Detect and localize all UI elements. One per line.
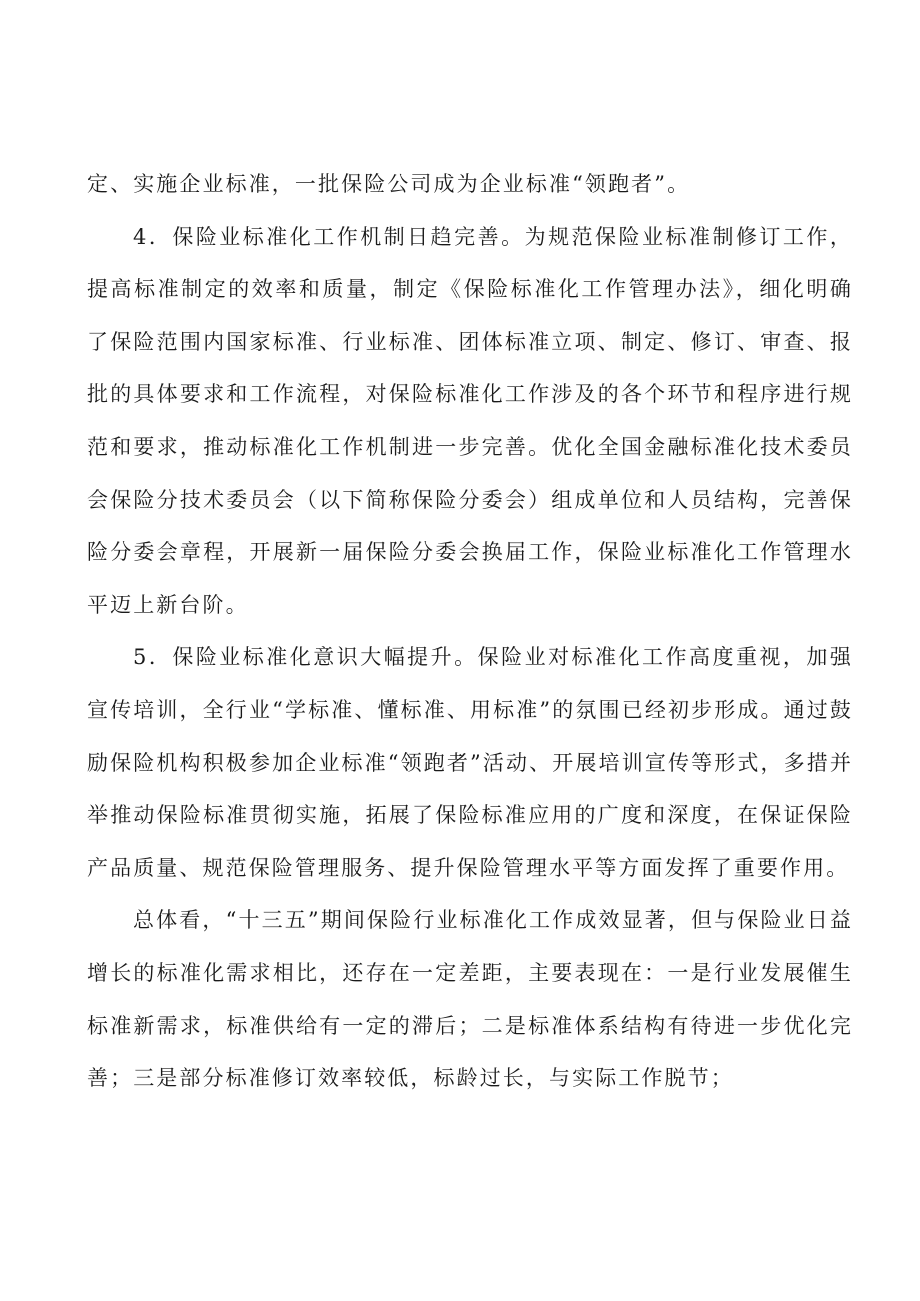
paragraph-summary: 总体看，“十三五”期间保险行业标准化工作成效显著，但与保险业日益增长的标准化需求相比，还存在一定差距，主要表现在：一是行业发展催生标准新需求，标准供给有一定的滞后；二是标准体系结构有待进一步优化完善；三是部分标准修订效率较低，标龄过长，与实际工作脱节；: [87, 908, 853, 1091]
document-body: [87, 158, 853, 1105]
paragraph-item-4: 4．保险业标准化工作机制日趋完善。为规范保险业标准制修订工作，提高标准制定的效率和质量，制定《保险标准化工作管理办法》，细化明确了保险范围内国家标准、行业标准、团体标准立项、制定、修订、审查、报批的具体要求和工作流程，对保险标准化工作涉及的各个环节和程序进行规范和要求，推动标准化工作机制进一步完善。优化全国金融标准化技术委员会保险分技术委员会（以下简称保险分委会）组成单位和人员结构，完善保险分委会章程，开展新一届保险分委会换届工作，保险业标准化工作管理水平迈上新台阶。: [87, 224, 853, 617]
paragraph-item-5: 5．保险业标准化意识大幅提升。保险业对标准化工作高度重视，加强宣传培训，全行业“学标准、懂标准、用标准”的氛围已经初步形成。通过鼓励保险机构积极参加企业标准“领跑者”活动、开展培训宣传等形式，多措并举推动保险标准贯彻实施，拓展了保险标准应用的广度和深度，在保证保险产品质量、规范保险管理服务、提升保险管理水平等方面发挥了重要作用。: [87, 645, 853, 880]
paragraph-continuation: 定、实施企业标准，一批保险公司成为企业标准“领跑者”。: [87, 172, 691, 196]
